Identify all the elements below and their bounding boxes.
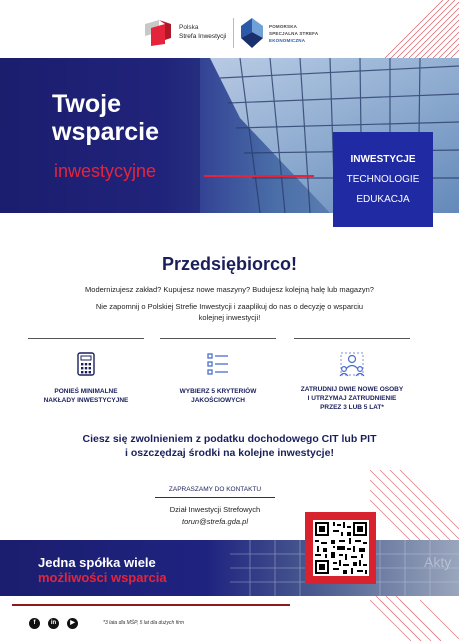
criterion-column-2 (160, 338, 276, 418)
main-heading: Przedsiębiorco! (161, 254, 298, 274)
banner-ghost-text: Akty (424, 554, 452, 570)
contact-department: Dział Inwestycji Strefowych (169, 505, 261, 514)
pillar-education: EDUKACJA (356, 194, 410, 205)
hero-accent-line (204, 175, 314, 177)
criterion-column-1 (28, 338, 144, 418)
column-divider (294, 338, 410, 339)
criterion-3-line2: I UTRZYMAJ ZATRUDNIENIE (307, 395, 397, 402)
footnote: *3 lata dla MŚP, 5 lat dla dużych firm (103, 620, 185, 626)
youtube-icon[interactable]: ▶ (67, 618, 78, 629)
logo2-line3: EKONOMICZNA (269, 38, 306, 43)
linkedin-icon[interactable]: in (48, 618, 59, 629)
intro-text-2 (40, 301, 419, 323)
checklist-icon (204, 350, 232, 378)
pillars-box (333, 132, 433, 227)
bottom-banner (0, 540, 459, 596)
criterion-1-line2: NAKŁADY INWESTYCYJNE (43, 397, 129, 404)
qr-code[interactable] (313, 520, 369, 576)
logo-divider (233, 18, 234, 48)
intro-text-1: Modernizujesz zakład? Kupujesz nowe maszyny? Budujesz kolejną halę lub magazyn? (85, 285, 374, 294)
criterion-3-line3: PRZEZ 3 LUB 5 LAT* (320, 404, 384, 411)
criterion-column-3 (294, 338, 410, 418)
banner-line1: Jedna spółka wiele (38, 555, 156, 570)
intro-text-2a: Nie zapomnij o Polskiej Strefie Inwestycji i zaaplikuj do nas o decyzję o wsparciu (95, 302, 364, 311)
column-divider (28, 338, 144, 339)
intro-text-2b: kolejnej inwestycji! (198, 313, 261, 322)
hero-title-line1: Twoje (52, 90, 121, 118)
footer-divider (12, 604, 290, 606)
criterion-2-line2: JAKOŚCIOWYCH (191, 397, 245, 404)
contact-heading: ZAPRASZAMY DO KONTAKTU (168, 486, 262, 493)
logo2-line2: SPECJALNA STREFA (269, 31, 319, 36)
tax-exemption-line1: Ciesz się zwolnieniem z podatku dochodowego CIT lub PIT (82, 433, 377, 445)
hero-title-line2: wsparcie (52, 118, 160, 146)
psi-logo-icon (143, 18, 173, 46)
psse-logo-icon (241, 18, 263, 48)
tax-exemption-line2: i oszczędzaj środki na kolejne inwestycje! (125, 447, 334, 459)
criterion-1-line1: PONIEŚ MINIMALNE (54, 388, 118, 395)
criterion-2-line1: WYBIERZ 5 KRYTERIÓW (179, 388, 257, 395)
criterion-3-line1: ZATRUDNIJ DWIE NOWE OSOBY (300, 386, 404, 393)
people-icon (338, 350, 366, 378)
banner-line2: możliwości wsparcia (38, 570, 167, 585)
facebook-icon[interactable]: f (29, 618, 40, 629)
header (0, 0, 459, 58)
logo-polska-strefa-inwestycji (143, 18, 233, 46)
logo1-line1: Polska (179, 24, 199, 31)
decorative-stripes-top (375, 0, 459, 60)
pillar-investments: INWESTYCJE (350, 154, 416, 165)
pillar-technologies: TECHNOLOGIE (346, 174, 420, 185)
calculator-icon (72, 350, 100, 378)
logo-pomorska-sse (241, 18, 351, 48)
contact-divider (155, 497, 275, 498)
hero-title-line3: inwestycyjne (54, 161, 157, 181)
logo2-line1: POMORSKA (269, 24, 298, 29)
contact-email[interactable]: torun@strefa.gda.pl (182, 517, 248, 526)
logo1-line2: Strefa Inwestycji (179, 33, 227, 40)
column-divider (160, 338, 276, 339)
